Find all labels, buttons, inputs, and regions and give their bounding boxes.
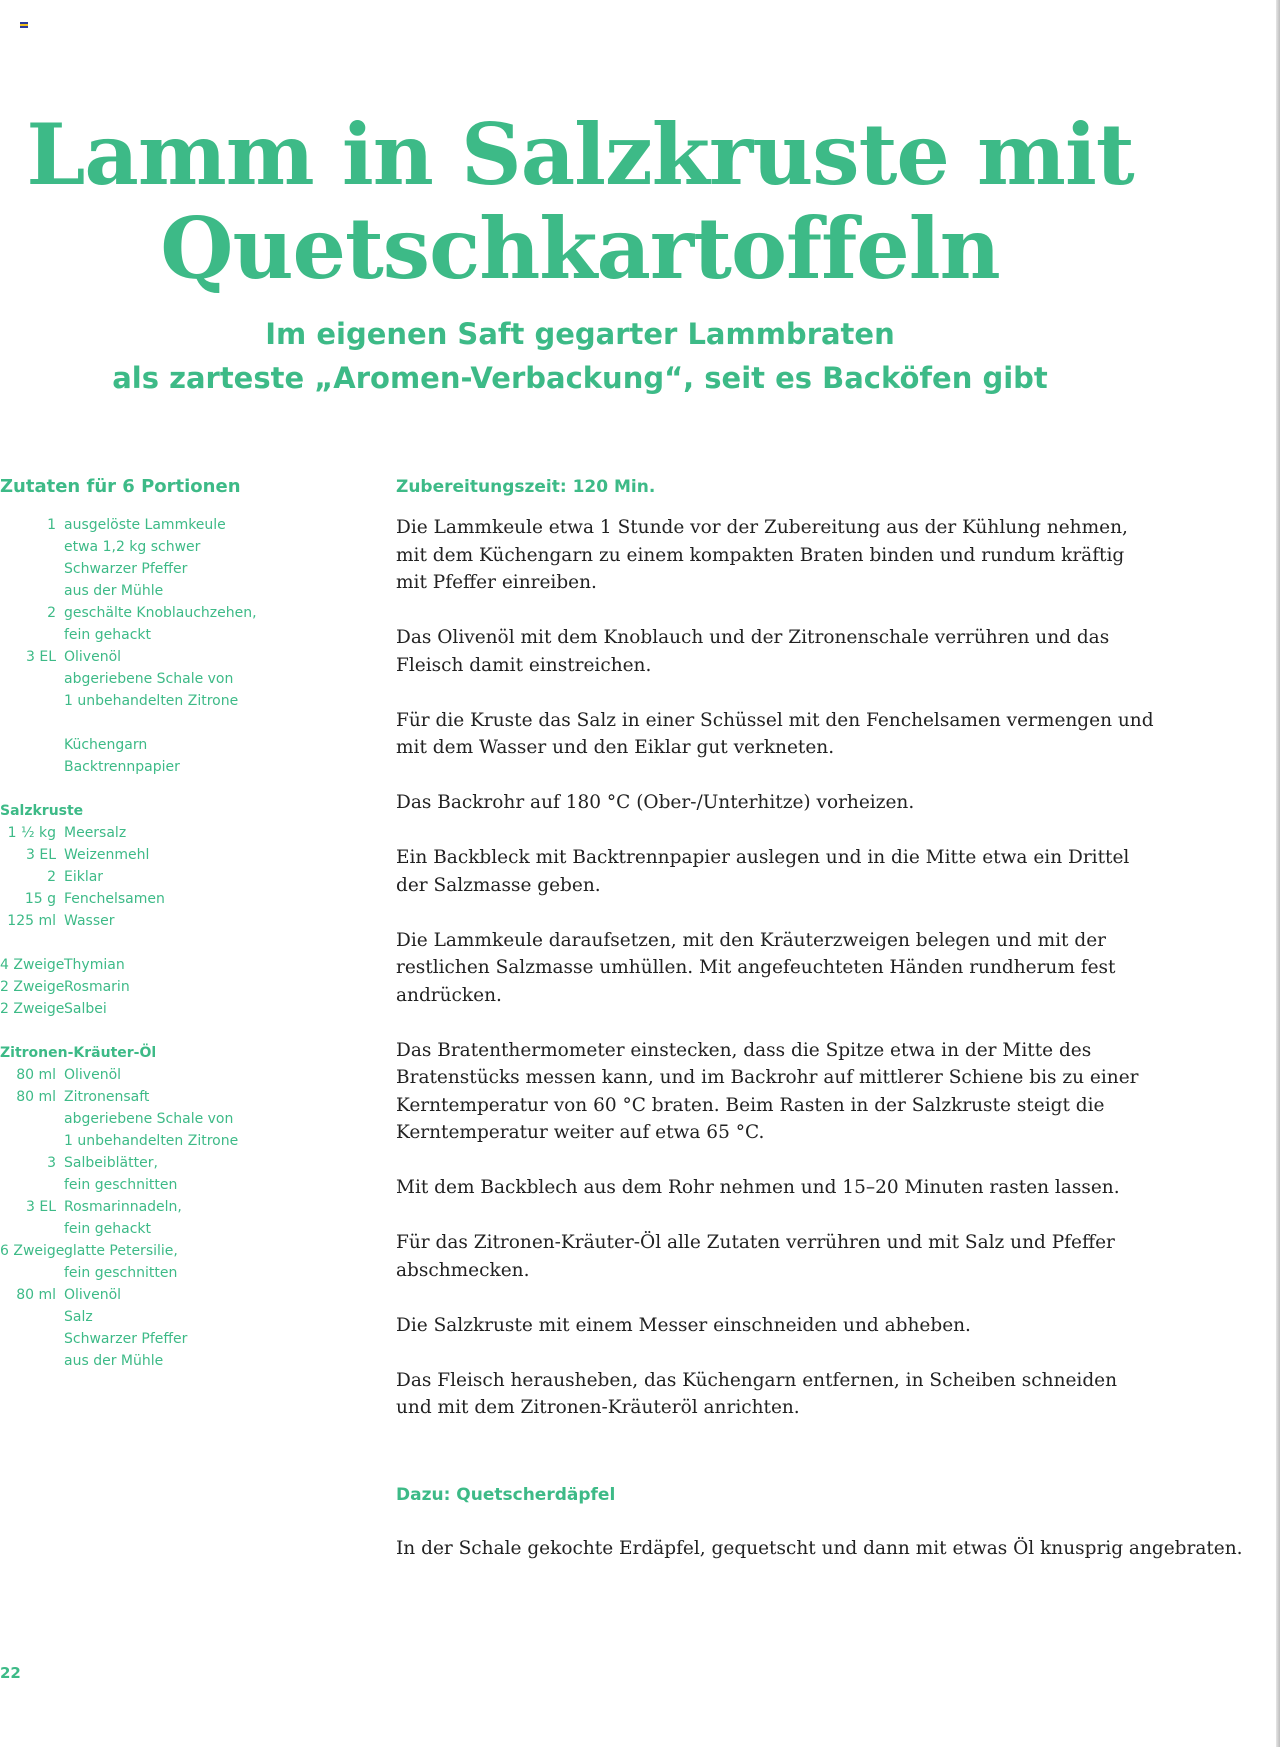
ingredient-description: etwa 1,2 kg schwer: [64, 539, 201, 555]
ingredient-quantity: [0, 668, 64, 690]
ingredient-row: [0, 1240, 340, 1262]
ingredient-description: fein geschnitten: [64, 1265, 178, 1281]
ingredient-row: [0, 822, 340, 844]
ingredient-quantity: 1 ½ kg: [7, 825, 56, 841]
ingredient-quantity: 80 ml: [16, 1287, 56, 1303]
preparation-step: Die Lammkeule daraufsetzen, mit den Kräuterzweigen belegen und mit der restlichen Salzmasse umhüllen. Mit angefeuchteten Händen rundherum fest andrücken.: [396, 929, 1116, 1006]
preparation-step: Das Backrohr auf 180 °C (Ober-/Unterhitze) vorheizen.: [396, 792, 915, 813]
ingredient-row: [0, 1262, 340, 1284]
ingredient-quantity: 6 Zweige: [0, 1243, 65, 1259]
ingredient-description: Salbei: [64, 1001, 107, 1017]
salzkruste-heading: Salzkruste: [0, 803, 84, 819]
ingredient-quantity: [0, 558, 64, 580]
ingredient-quantity: 2 Zweige: [0, 979, 65, 995]
ingredient-description: Salz: [64, 1309, 93, 1325]
recipe-title-line-2: Quetschkartoffeln: [160, 199, 1000, 298]
ingredient-row: [0, 910, 340, 932]
ingredient-quantity: [0, 624, 64, 646]
page-number: 22: [0, 1664, 21, 1682]
ingredient-row: [0, 998, 340, 1020]
ingredient-description: Salbeiblätter,: [64, 1155, 158, 1171]
recipe-subtitle: [0, 312, 1160, 400]
ingredient-row: [0, 954, 340, 976]
ingredient-row: [0, 1174, 340, 1196]
ingredient-description: Olivenöl: [64, 1067, 122, 1083]
ingredient-quantity: 80 ml: [16, 1067, 56, 1083]
ingredient-quantity: [0, 580, 64, 602]
side-dish-text: In der Schale gekochte Erdäpfel, gequetscht und dann mit etwas Öl knusprig angebraten.: [396, 1537, 1243, 1559]
ingredient-row: [0, 756, 340, 778]
ingredients-main-list: [0, 514, 340, 712]
ingredient-row: [0, 1350, 340, 1372]
ingredient-description: Rosmarin: [64, 979, 130, 995]
ingredient-description: Schwarzer Pfeffer: [64, 1331, 188, 1347]
ingredient-description: 1 unbehandelten Zitrone: [64, 1133, 239, 1149]
spacer: [0, 778, 340, 800]
preparation-step: Für die Kruste das Salz in einer Schüssel mit den Fenchelsamen vermengen und mit dem Wasser und den Eiklar gut verkneten.: [396, 709, 1154, 758]
ingredient-description: Meersalz: [64, 825, 127, 841]
ingredient-quantity: 1: [47, 517, 56, 533]
ingredient-description: Rosmarinnadeln,: [64, 1199, 182, 1215]
ingredient-quantity: 80 ml: [16, 1089, 56, 1105]
ingredient-quantity: 3 EL: [25, 649, 56, 665]
ingredient-quantity: [0, 1350, 64, 1372]
recipe-subtitle-line-2: als zarteste „Aromen-Verbackung“, seit es Backöfen gibt: [112, 361, 1048, 395]
ingredient-quantity: [0, 734, 64, 756]
ingredients-extras-list: [0, 734, 340, 778]
ingredient-row: [0, 602, 340, 624]
ingredient-row: [0, 1152, 340, 1174]
ingredient-row: [0, 536, 340, 558]
ingredient-row: [0, 1328, 340, 1350]
ingredient-quantity: [0, 1218, 64, 1240]
ingredient-description: Küchengarn: [64, 737, 148, 753]
ingredient-row: [0, 844, 340, 866]
ingredient-description: Wasser: [64, 913, 115, 929]
ingredient-row: [0, 888, 340, 910]
ingredient-quantity: [0, 1328, 64, 1350]
recipe-subtitle-line-1: Im eigenen Saft gegarter Lammbraten: [265, 317, 895, 351]
preparation-time: Zubereitungszeit: 120 Min.: [396, 477, 656, 497]
ingredient-description: Backtrennpapier: [64, 759, 180, 775]
spacer: [0, 712, 340, 734]
ingredient-description: ausgelöste Lammkeule: [64, 517, 226, 533]
preparation-step: Das Bratenthermometer einstecken, dass die Spitze etwa in der Mitte des Bratenstücks messen kann, und im Backrohr auf mittlerer Schiene bis zu einer Kerntemperatur von 60 °C braten. Beim Rasten in der Salzkruste steigt die Kerntemperatur weiter auf etwa 65 °C.: [396, 1039, 1139, 1143]
ingredient-quantity: 2: [47, 869, 56, 885]
ingredient-row: [0, 1108, 340, 1130]
preparation-step: Für das Zitronen-Kräuter-Öl alle Zutaten verrühren und mit Salz und Pfeffer abschmecken.: [396, 1232, 1115, 1281]
ingredient-row: [0, 1284, 340, 1306]
ingredient-quantity: [0, 690, 64, 712]
ingredient-description: Thymian: [64, 957, 125, 973]
ingredient-description: geschälte Knoblauchzehen,: [64, 605, 257, 621]
ingredient-description: abgeriebene Schale von: [64, 671, 234, 687]
ingredient-description: aus der Mühle: [64, 1353, 164, 1369]
recipe-title: [0, 105, 1160, 298]
ingredient-quantity: [0, 1130, 64, 1152]
ingredient-quantity: 2: [47, 605, 56, 621]
ingredient-row: [0, 1086, 340, 1108]
ingredient-quantity: [0, 1174, 64, 1196]
ingredient-description: fein gehackt: [64, 1221, 152, 1237]
ingredient-description: fein geschnitten: [64, 1177, 178, 1193]
ingredients-heading: Zutaten für 6 Portionen: [0, 476, 241, 497]
preparation-step: Das Olivenöl mit dem Knoblauch und der Zitronenschale verrühren und das Fleisch damit einstreichen.: [396, 627, 1110, 676]
ingredient-row: [0, 514, 340, 536]
ingredient-row: [0, 866, 340, 888]
ingredient-quantity: 3 EL: [25, 1199, 56, 1215]
ingredient-quantity: 15 g: [24, 891, 56, 907]
ingredient-description: Zitronensaft: [64, 1089, 150, 1105]
ingredient-quantity: [0, 536, 64, 558]
ingredient-row: [0, 1130, 340, 1152]
ingredient-quantity: 3 EL: [25, 847, 56, 863]
page-edge: [1276, 0, 1280, 1747]
ingredient-description: 1 unbehandelten Zitrone: [64, 693, 239, 709]
ingredient-quantity: [0, 1306, 64, 1328]
ingredient-description: glatte Petersilie,: [64, 1243, 178, 1259]
ingredient-quantity: [0, 1108, 64, 1130]
ingredient-description: aus der Mühle: [64, 583, 164, 599]
ingredient-row: [0, 624, 340, 646]
zitronen-oel-list: [0, 1064, 340, 1372]
preparation-step: Mit dem Backblech aus dem Rohr nehmen und 15–20 Minuten rasten lassen.: [396, 1177, 1120, 1198]
ingredient-quantity: 3: [47, 1155, 56, 1171]
ingredient-row: [0, 668, 340, 690]
ingredient-row: [0, 1306, 340, 1328]
preparation-step: Die Lammkeule etwa 1 Stunde vor der Zubereitung aus der Kühlung nehmen, mit dem Küchengarn zu einem kompakten Braten binden und rundum kräftig mit Pfeffer einreiben.: [396, 517, 1128, 593]
ingredient-row: [0, 690, 340, 712]
ingredient-description: Schwarzer Pfeffer: [64, 561, 188, 577]
side-dish-heading: Dazu: Quetscherdäpfel: [396, 1484, 616, 1505]
ingredient-description: Olivenöl: [64, 1287, 122, 1303]
ingredient-description: abgeriebene Schale von: [64, 1111, 234, 1127]
ingredient-row: [0, 976, 340, 998]
spacer: [0, 1020, 340, 1042]
ingredient-description: Weizenmehl: [64, 847, 150, 863]
preparation-step: Das Fleisch herausheben, das Küchengarn entfernen, in Scheiben schneiden und mit dem Zitronen-Kräuteröl anrichten.: [396, 1369, 1118, 1418]
ingredient-row: [0, 1218, 340, 1240]
ingredient-quantity: 125 ml: [7, 913, 56, 929]
ingredient-row: [0, 646, 340, 668]
spacer: [0, 932, 340, 954]
ingredient-row: [0, 1196, 340, 1218]
ingredient-description: Olivenöl: [64, 649, 122, 665]
ingredient-quantity: 2 Zweige: [0, 1001, 65, 1017]
ingredient-quantity: [0, 756, 64, 778]
herbs-list: [0, 954, 340, 1020]
preparation-step: Ein Backbleck mit Backtrennpapier auslegen und in die Mitte etwa ein Drittel der Salzmasse geben.: [396, 847, 1130, 896]
flag-icon: [20, 22, 28, 28]
ingredient-row: [0, 734, 340, 756]
recipe-title-line-1: Lamm in Salzkruste mit: [26, 105, 1134, 204]
ingredient-row: [0, 1064, 340, 1086]
ingredient-quantity: [0, 1262, 64, 1284]
ingredient-description: Eiklar: [64, 869, 104, 885]
ingredient-row: [0, 580, 340, 602]
salzkruste-list: [0, 822, 340, 932]
preparation-steps: [396, 514, 1156, 1422]
zitronen-oel-heading: Zitronen-Kräuter-Öl: [0, 1045, 157, 1061]
ingredient-description: fein gehackt: [64, 627, 152, 643]
ingredient-quantity: 4 Zweige: [0, 957, 65, 973]
ingredient-row: [0, 558, 340, 580]
ingredients-column: [0, 474, 340, 1372]
preparation-step: Die Salzkruste mit einem Messer einschneiden und abheben.: [396, 1314, 971, 1336]
preparation-column: [396, 474, 1243, 1562]
ingredient-description: Fenchelsamen: [64, 891, 165, 907]
